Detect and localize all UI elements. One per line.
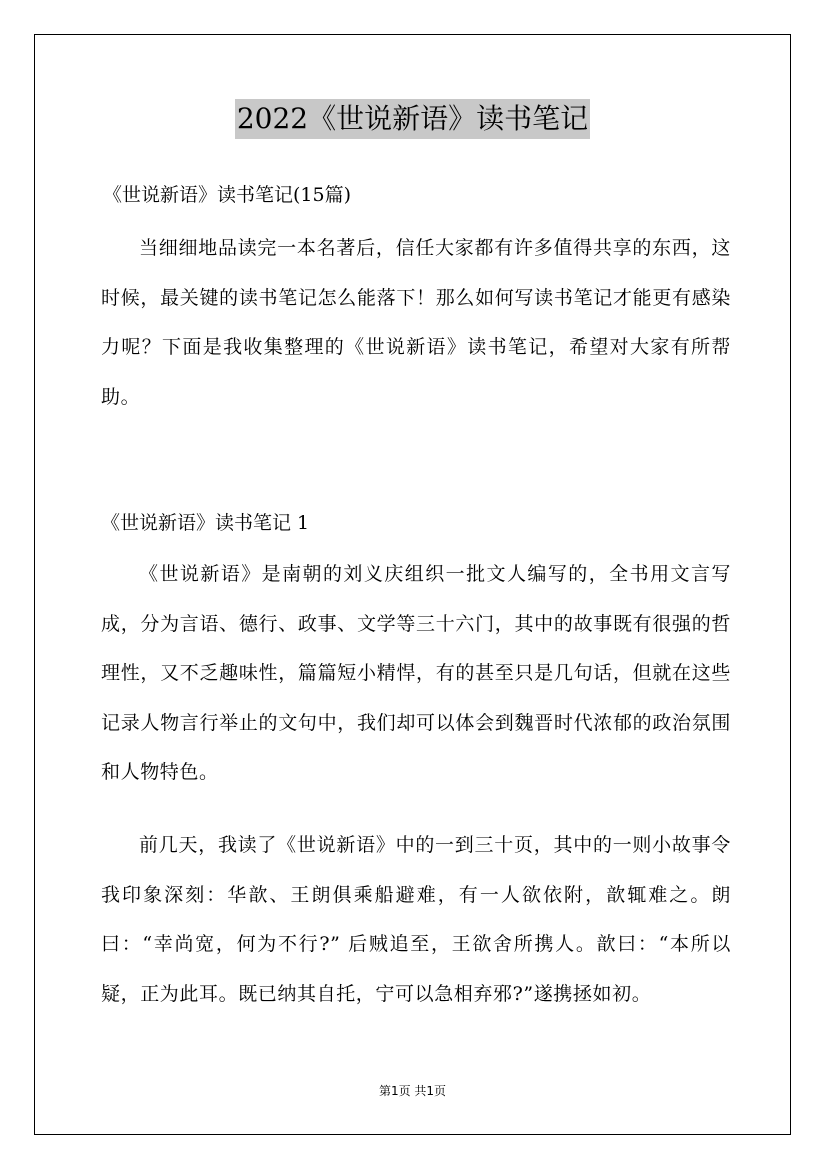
document-subtitle: 《世说新语》读书笔记(15篇) [103,184,352,206]
intro-paragraph: 当细细地品读完一本名著后，信任大家都有许多值得共享的东西，这时候，最关键的读书笔记怎么能落下！那么如何写读书笔记才能更有感染力呢？下面是我收集整理的《世说新语》读书笔记，希望对大家有所帮助。 [101,237,731,408]
page-footer: 第1页 共1页 [378,1084,447,1098]
title-container [35,99,790,139]
body-paragraph-2: 前几天，我读了《世说新语》中的一到三十页，其中的一则小故事令我印象深刻：华歆、王朗俱乘船避难，有一人欲依附，歆辄难之。朗曰：“幸尚宽，何为不行?” 后贼追至，王欲舍所携人。歆曰：“本所以疑，正为此耳。既已纳其自托，宁可以急相弃邪?”遂携拯如初。 [101,834,731,1005]
section-title: 《世说新语》读书笔记 1 [101,512,310,534]
document-title: 2022《世说新语》读书笔记 [235,99,590,139]
body-paragraph-1: 《世说新语》是南朝的刘义庆组织一批文人编写的，全书用文言写成，分为言语、德行、政事、文学等三十六门，其中的故事既有很强的哲理性，又不乏趣味性，篇篇短小精悍，有的甚至只是几句话，但就在这些记录人物言行举止的文句中，我们却可以体会到魏晋时代浓郁的政治氛围和人物特色。 [101,563,731,783]
document-page [34,34,791,1135]
